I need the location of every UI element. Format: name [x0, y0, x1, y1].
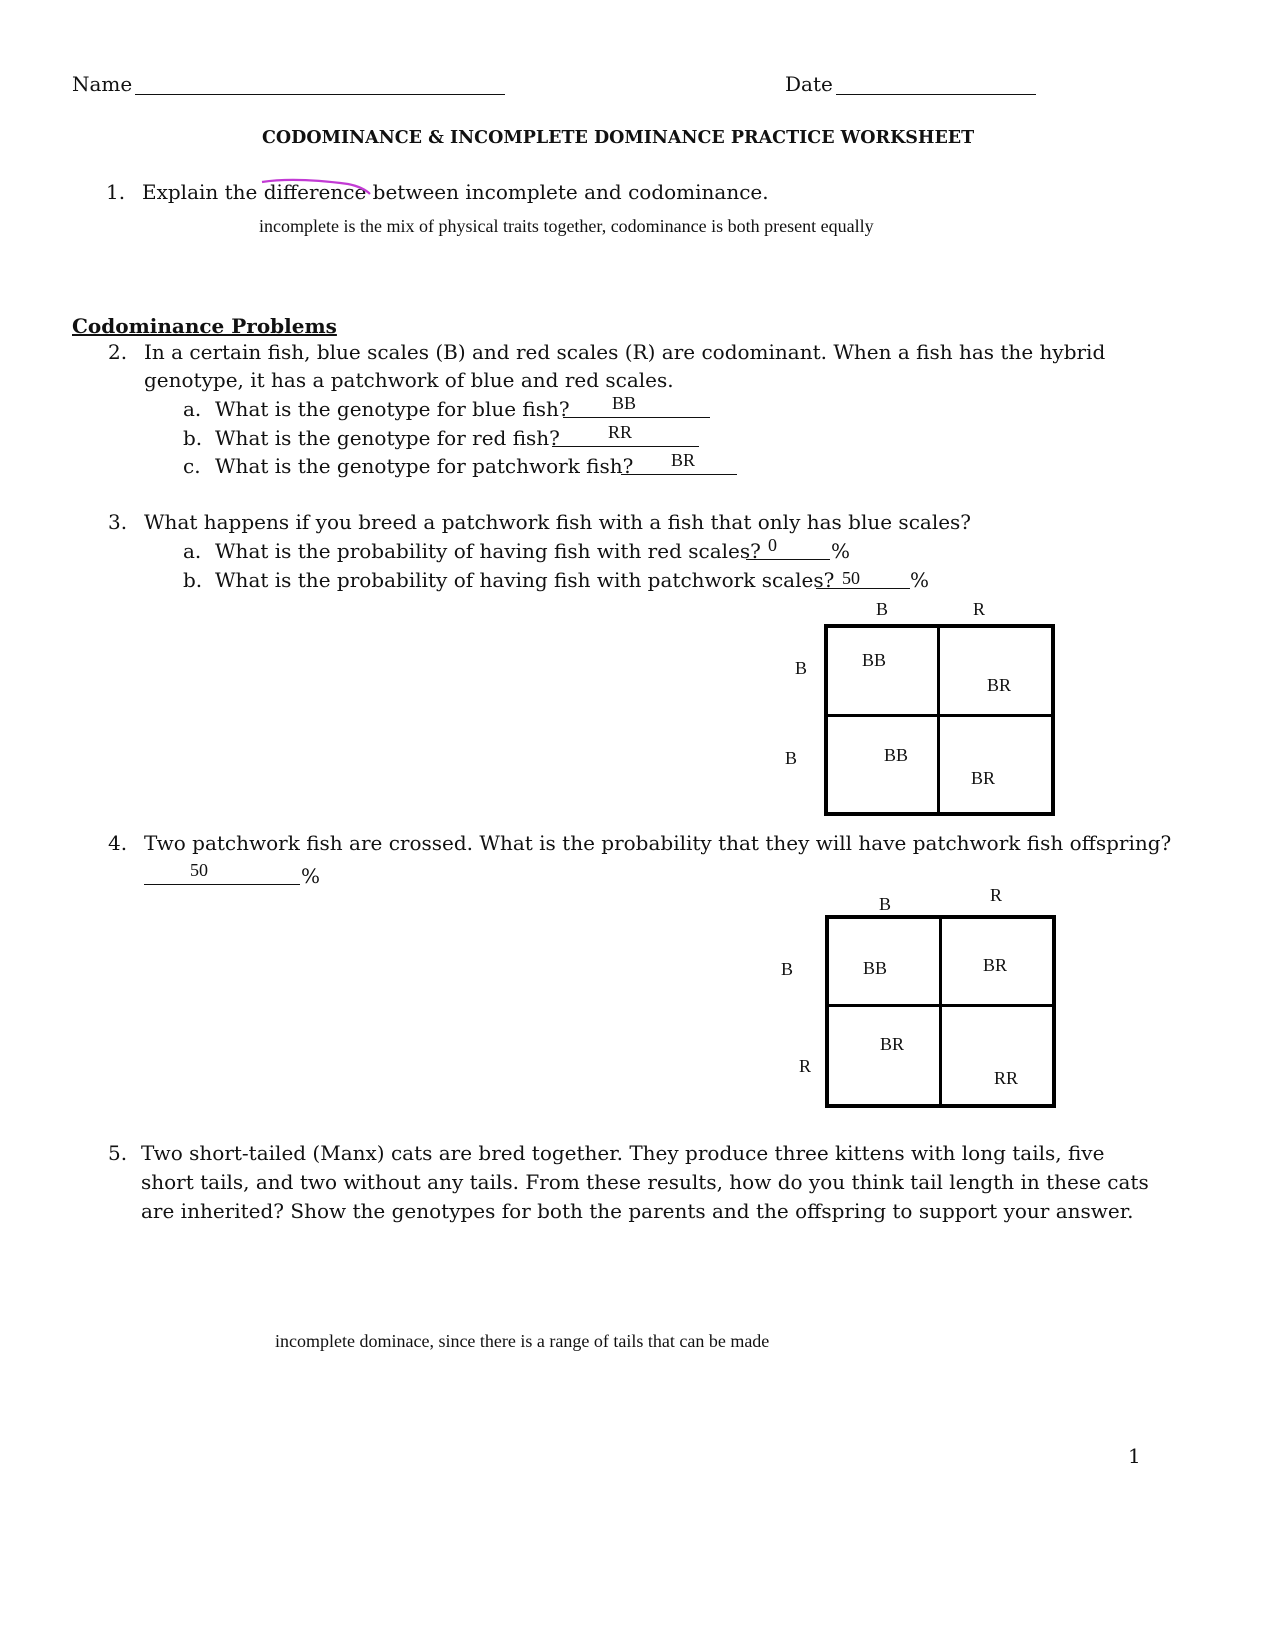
q3a-label: a. — [183, 539, 202, 563]
q2a-answer[interactable]: BB — [612, 393, 637, 413]
q2b-answer-line[interactable] — [552, 446, 699, 447]
q5-answer[interactable]: incomplete dominace, since there is a range of tails that can be made — [275, 1331, 770, 1351]
q2c-answer[interactable]: BR — [671, 450, 696, 470]
q4-answer[interactable]: 50 — [190, 860, 208, 880]
punnett1-cell[interactable]: BR — [987, 675, 1012, 695]
q1-text: Explain the difference between incomplete and codominance. — [142, 180, 769, 204]
q5-text-line1: Two short-tailed (Manx) cats are bred together. They produce three kittens with long tails, five — [141, 1141, 1105, 1165]
punnett1-divider — [937, 624, 940, 816]
q2a-text: What is the genotype for blue fish? — [215, 397, 570, 421]
q3b-label: b. — [183, 568, 203, 592]
q5-text-line2: short tails, and two without any tails. From these results, how do you think tail length in these cats — [141, 1170, 1149, 1194]
punnett1-cell[interactable]: BB — [884, 745, 909, 765]
punnett1-cell[interactable]: BB — [862, 650, 887, 670]
date-label: Date — [785, 72, 833, 96]
q3a-text: What is the probability of having fish with red scales? — [215, 539, 761, 563]
punnett1-top-allele: B — [876, 599, 889, 619]
q5-text-line3: are inherited? Show the genotypes for both the parents and the offspring to support your answer. — [141, 1199, 1134, 1223]
name-field[interactable] — [135, 94, 505, 95]
q4-text: Two patchwork fish are crossed. What is the probability that they will have patchwork fish offspring? — [144, 831, 1172, 855]
punnett1-top-allele: R — [973, 599, 986, 619]
punnett2-top-allele: R — [990, 885, 1003, 905]
q2a-answer-line[interactable] — [563, 417, 710, 418]
q5-number: 5. — [108, 1141, 128, 1165]
punnett1-divider — [824, 714, 1055, 717]
punnett1-left-allele: B — [785, 748, 798, 768]
punnett2-cell[interactable]: RR — [994, 1068, 1019, 1088]
q2c-text: What is the genotype for patchwork fish? — [215, 454, 634, 478]
q3b-answer-line[interactable] — [816, 588, 910, 589]
date-field[interactable] — [836, 94, 1036, 95]
q2c-label: c. — [183, 454, 201, 478]
q2b-label: b. — [183, 426, 203, 450]
punnett2-top-allele: B — [879, 894, 892, 914]
q2c-answer-line[interactable] — [621, 474, 737, 475]
punnett2-left-allele: B — [781, 959, 794, 979]
q3b-percent: % — [910, 568, 930, 592]
page-number: 1 — [1128, 1444, 1141, 1468]
q3a-answer-line[interactable] — [746, 559, 830, 560]
q4-percent: % — [301, 864, 321, 888]
punnett1-left-allele: B — [795, 658, 808, 678]
pen-mark-strikethrough — [258, 176, 378, 198]
punnett2-divider — [825, 1004, 1056, 1007]
q4-answer-line[interactable] — [144, 884, 300, 885]
section-heading-codominance: Codominance Problems — [72, 314, 337, 338]
punnett2-cell[interactable]: BR — [880, 1034, 905, 1054]
q2b-text: What is the genotype for red fish? — [215, 426, 560, 450]
page-title: CODOMINANCE & INCOMPLETE DOMINANCE PRACTICE WORKSHEET — [262, 128, 975, 148]
q3b-text: What is the probability of having fish with patchwork scales? — [215, 568, 835, 592]
q4-number: 4. — [108, 831, 128, 855]
q3a-percent: % — [831, 539, 851, 563]
punnett2-divider — [939, 915, 942, 1108]
punnett2-cell[interactable]: BR — [983, 955, 1008, 975]
name-label: Name — [72, 72, 133, 96]
q2-number: 2. — [108, 340, 128, 364]
q2-text-line1: In a certain fish, blue scales (B) and red scales (R) are codominant. When a fish has the hybrid — [144, 340, 1106, 364]
punnett2-cell[interactable]: BB — [863, 958, 888, 978]
q3b-answer[interactable]: 50 — [842, 568, 860, 588]
q2b-answer[interactable]: RR — [608, 422, 633, 442]
punnett2-left-allele: R — [799, 1056, 812, 1076]
q3-text: What happens if you breed a patchwork fish with a fish that only has blue scales? — [144, 510, 972, 534]
q1-number: 1. — [106, 180, 126, 204]
q1-answer[interactable]: incomplete is the mix of physical traits together, codominance is both present equally — [259, 216, 874, 236]
punnett1-cell[interactable]: BR — [971, 768, 996, 788]
q3a-answer[interactable]: 0 — [768, 535, 777, 555]
q2a-label: a. — [183, 397, 202, 421]
q2-text-line2: genotype, it has a patchwork of blue and red scales. — [144, 368, 674, 392]
q3-number: 3. — [108, 510, 128, 534]
